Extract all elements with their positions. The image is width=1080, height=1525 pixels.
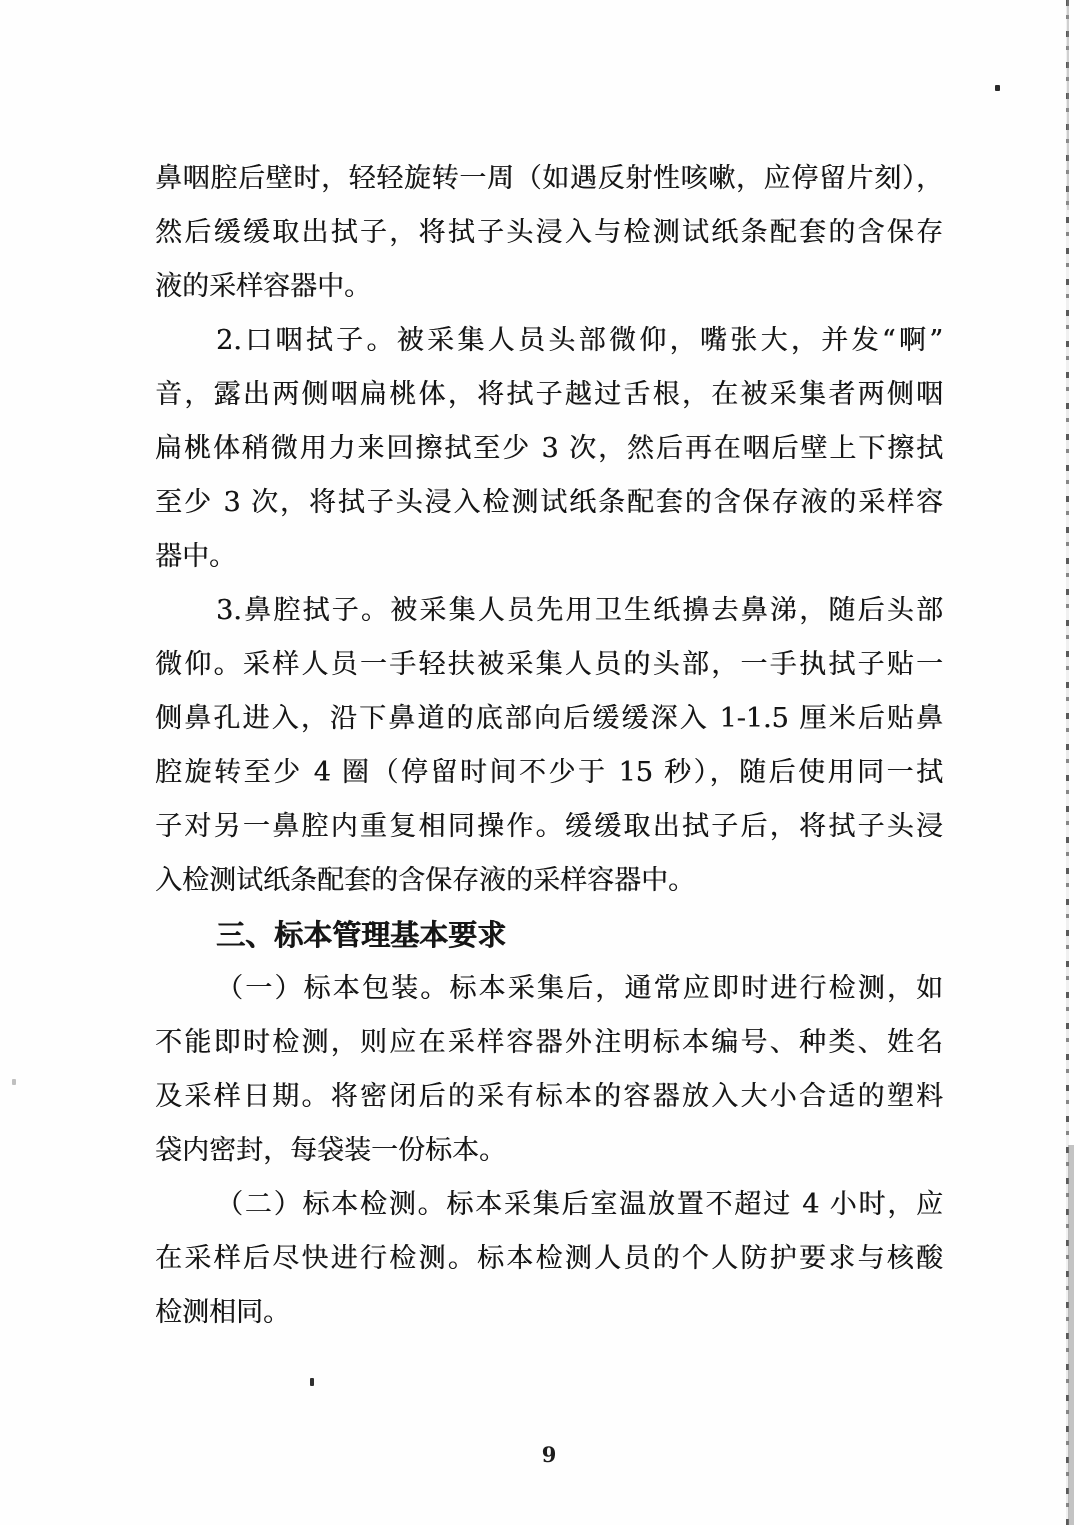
scan-speck <box>310 1378 314 1386</box>
text-line: 侧鼻孔进入，沿下鼻道的底部向后缓缓深入 1-1.5 厘米后贴鼻 <box>155 703 943 734</box>
text-line: 器中。 <box>155 541 236 572</box>
text-line: 3.鼻腔拭子。被采集人员先用卫生纸擤去鼻涕，随后头部 <box>216 595 943 626</box>
text-line: 至少 3 次，将拭子头浸入检测试纸条配套的含保存液的采样容 <box>155 487 943 518</box>
text-line: 2.口咽拭子。被采集人员头部微仰，嘴张大，并发“啊” <box>216 325 943 356</box>
page-number: 9 <box>541 1442 557 1467</box>
scan-edge-shade-artifact <box>1068 1145 1074 1525</box>
text-line: 及采样日期。将密闭后的采有标本的容器放入大小合适的塑料 <box>155 1081 943 1112</box>
text-line: 液的采样容器中。 <box>155 271 371 302</box>
text-line: 然后缓缓取出拭子，将拭子头浸入与检测试纸条配套的含保存 <box>155 217 943 248</box>
text-line: 腔旋转至少 4 圈（停留时间不少于 15 秒），随后使用同一拭 <box>155 757 943 788</box>
text-line: 检测相同。 <box>155 1297 290 1328</box>
text-line: （二）标本检测。标本采集后室温放置不超过 4 小时，应 <box>216 1189 943 1220</box>
document-body <box>155 152 943 1340</box>
scan-speck <box>995 85 1000 91</box>
text-line: 子对另一鼻腔内重复相同操作。缓缓取出拭子后，将拭子头浸 <box>155 811 943 842</box>
text-line: 鼻咽腔后壁时，轻轻旋转一周（如遇反射性咳嗽，应停留片刻）， <box>155 163 943 194</box>
text-line: 袋内密封，每袋装一份标本。 <box>155 1135 506 1166</box>
text-line: 在采样后尽快进行检测。标本检测人员的个人防护要求与核酸 <box>155 1243 943 1274</box>
section-heading: 三、标本管理基本要求 <box>216 918 507 952</box>
scan-speck <box>12 1079 16 1085</box>
scan-edge-shade-top-artifact <box>1067 0 1069 210</box>
text-line: 音，露出两侧咽扁桃体，将拭子越过舌根，在被采集者两侧咽 <box>155 379 943 410</box>
text-line: 入检测试纸条配套的含保存液的采样容器中。 <box>155 865 695 896</box>
text-line: 不能即时检测，则应在采样容器外注明标本编号、种类、姓名 <box>155 1027 943 1058</box>
text-line: （一）标本包装。标本采集后，通常应即时进行检测，如 <box>216 973 943 1004</box>
text-line: 扁桃体稍微用力来回擦拭至少 3 次，然后再在咽后壁上下擦拭 <box>155 433 943 464</box>
text-line: 微仰。采样人员一手轻扶被采集人员的头部，一手执拭子贴一 <box>155 649 943 680</box>
